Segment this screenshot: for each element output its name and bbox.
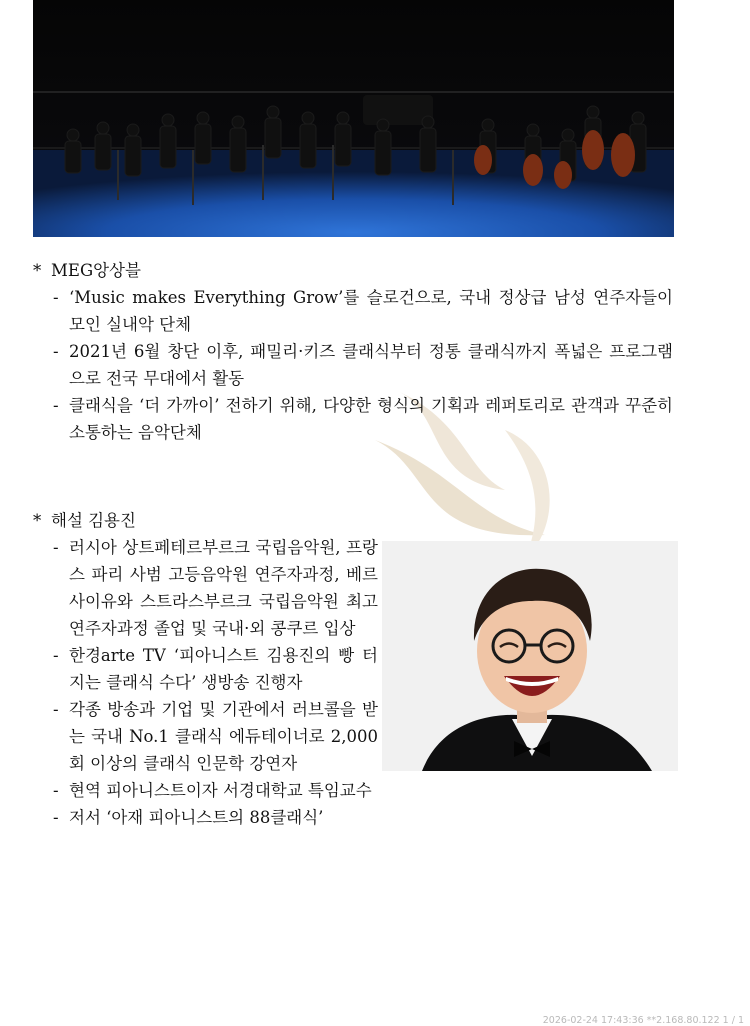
laughing-man-glasses-portrait <box>382 541 678 771</box>
orchestra-stage-photo <box>33 0 674 237</box>
section-heading <box>33 508 378 534</box>
ensemble-section <box>33 258 673 446</box>
list-item: - 각종 방송과 기업 및 기관에서 러브콜을 받는 국내 No.1 클래식 에듀테이너로 2,000회 이상의 클래식 인문학 강연자 <box>53 700 378 773</box>
commentator-section <box>33 508 378 831</box>
bullet-star: * <box>33 261 42 280</box>
list-item: - 저서 ‘아재 피아니스트의 88클래식’ <box>53 808 324 827</box>
section-heading <box>33 258 673 284</box>
list-item: - ‘Music makes Everything Grow’를 슬로건으로, 국내 정상급 남성 연주자들이 모인 실내악 단체 <box>53 288 673 334</box>
list-item: - 한경arte TV ‘피아니스트 김용진의 빵 터지는 클래식 수다’ 생방송 진행자 <box>53 646 378 692</box>
list-item: - 현역 피아니스트이자 서경대학교 특임교수 <box>53 781 372 800</box>
section-title: MEG앙상블 <box>51 261 141 280</box>
print-footer: 2026-02-24 17:43:36 **2.168.80.122 1 / 1 <box>542 1015 744 1026</box>
list-item: - 2021년 6월 창단 이후, 패밀리·키즈 클래식부터 정통 클래식까지 폭넓은 프로그램으로 전국 무대에서 활동 <box>53 342 673 388</box>
list-item: - 클래식을 ‘더 가까이’ 전하기 위해, 다양한 형식의 기획과 레퍼토리로 관객과 꾸준히 소통하는 음악단체 <box>53 396 673 442</box>
section-title: 해설 김용진 <box>51 511 136 530</box>
bullet-star: * <box>33 511 42 530</box>
list-item: - 러시아 상트페테르부르크 국립음악원, 프랑스 파리 사범 고등음악원 연주자과정, 베르사이유와 스트라스부르크 국립음악원 최고연주자과정 졸업 및 국내·외 콩쿠르 입상 <box>53 538 378 638</box>
